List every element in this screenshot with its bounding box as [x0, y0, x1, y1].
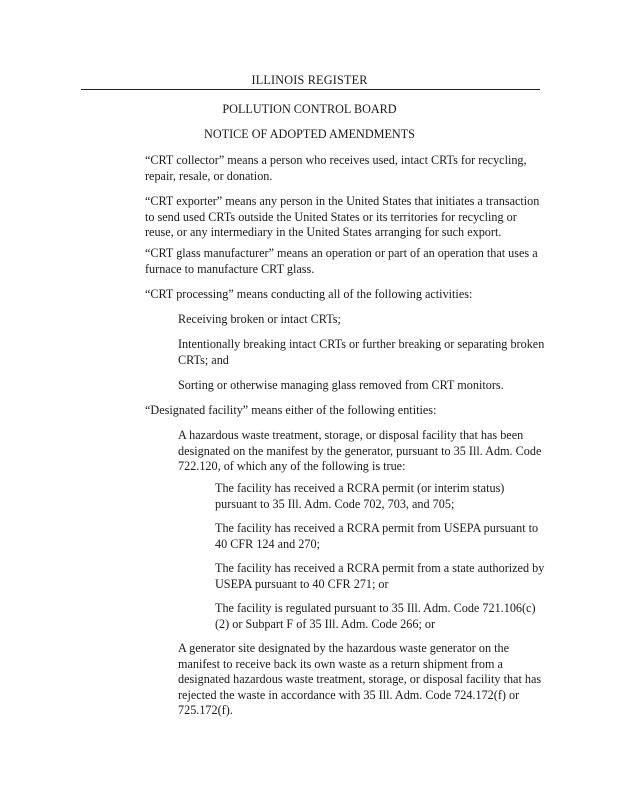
- designated-facility-condition-1: The facility has received a RCRA permit (or interim status) pursuant to 35 Ill. Adm. Code 702, 703, and 705;: [215, 481, 505, 511]
- designated-facility-option-1: A hazardous waste treatment, storage, or disposal facility that has been designated on the manifest by the generator, pursuant to 35 Ill. Adm. Code 722.120, of which any of the following is true:: [178, 428, 542, 474]
- designated-facility-option-2: A generator site designated by the hazardous waste generator on the manifest to receive back its own waste as a return shipment from a designated hazardous waste treatment, storage, or disposal facility that has rejected the waste in accordance with 35 Ill. Adm. Code 724.172(f) or 725.172(f).: [178, 641, 542, 718]
- definition-designated-facility: “Designated facility” means either of the following entities:: [145, 403, 437, 417]
- board-name: POLLUTION CONTROL BOARD: [222, 102, 397, 116]
- notice-title: NOTICE OF ADOPTED AMENDMENTS: [204, 127, 415, 141]
- designated-facility-condition-3: The facility has received a RCRA permit from a state authorized by USEPA pursuant to 40 CFR 271; or: [215, 561, 545, 591]
- header-rule: [81, 89, 540, 90]
- definition-crt-glass-manufacturer: “CRT glass manufacturer” means an operation or part of an operation that uses a furnace to manufacture CRT glass.: [145, 246, 538, 276]
- crt-processing-item-2: Intentionally breaking intact CRTs or further breaking or separating broken CRTs; and: [178, 337, 545, 367]
- designated-facility-condition-4: The facility is regulated pursuant to 35 Ill. Adm. Code 721.106(c)(2) or Subpart F of 35 Ill. Adm. Code 266; or: [215, 601, 536, 631]
- register-title: ILLINOIS REGISTER: [251, 73, 368, 87]
- crt-processing-item-3: Sorting or otherwise managing glass removed from CRT monitors.: [178, 378, 504, 392]
- designated-facility-condition-2: The facility has received a RCRA permit from USEPA pursuant to 40 CFR 124 and 270;: [215, 521, 539, 551]
- definition-crt-exporter: “CRT exporter” means any person in the United States that initiates a transaction to send used CRTs outside the United States or its territories for recycling or reuse, or any intermediary in the United States arranging for such export.: [145, 194, 540, 240]
- definition-crt-processing: “CRT processing” means conducting all of the following activities:: [145, 287, 473, 301]
- definition-crt-collector: “CRT collector” means a person who receives used, intact CRTs for recycling, repair, resale, or donation.: [145, 153, 527, 183]
- crt-processing-item-1: Receiving broken or intact CRTs;: [178, 312, 341, 326]
